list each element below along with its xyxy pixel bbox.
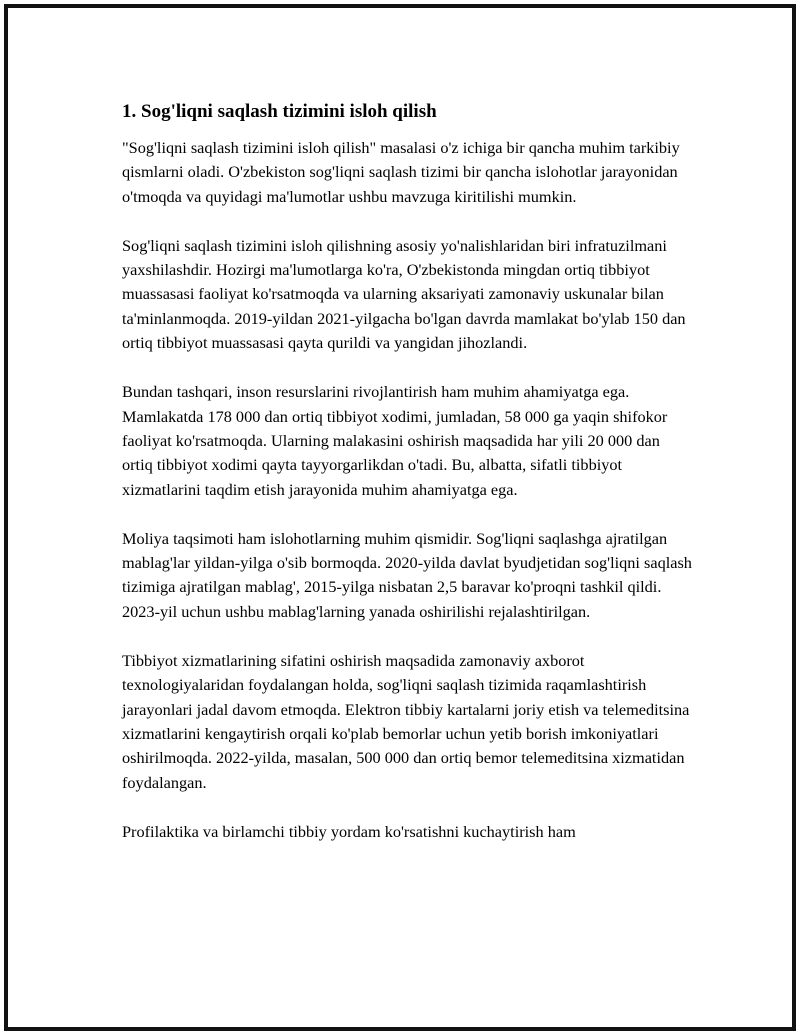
- paragraph-digitalization: Tibbiyot xizmatlarining sifatini oshirish maqsadida zamonaviy axborot texnologiyalaridan foydalangan holda, sog'liqni saqlash tizimida raqamlashtirish jarayonlari jadal davom etmoqda. Elektron tibbiy kartalarni joriy etish va telemeditsina xizmatlarini kengaytirish orqali ko'plab bemorlar uchun yetib borish imkoniyatlari oshirilmoqda. 2022-yilda, masalan, 500 000 dan ortiq bemor telemeditsina xizmatidan foydalangan.: [122, 651, 690, 792]
- paragraph-prevention: Profilaktika va birlamchi tibbiy yordam ko'rsatishni kuchaytirish ham: [122, 821, 576, 841]
- paragraph-finance: Moliya taqsimoti ham islohotlarning muhim qismidir. Sog'liqni saqlashga ajratilgan mablag'lar yildan-yilga o'sib bormoqda. 2020-yilda davlat byudjetidan sog'liqni saqlash tizimiga ajratilgan mablag', 2015-yilga nisbatan 2,5 baravar ko'proqni tashkil qildi. 2023-yil uchun ushbu mablag'larning yanada oshirilishi rejalashtirilgan.: [122, 528, 692, 621]
- paragraph-human-resources: Bundan tashqari, inson resurslarini rivojlantirish ham muhim ahamiyatga ega. Mamlakatda 178 000 dan ortiq tibbiyot xodimi, jumladan, 58 000 ga yaqin shifokor faoliyat ko'rsatmoqda. Ularning malakasini oshirish maqsadida har yili 20 000 dan ortiq tibbiyot xodimi qayta tayyorgarlikdan o'tadi. Bu, albatta, sifatli tibbiyot xizmatlarini taqdim etish jarayonida muhim ahamiyatga ega.: [122, 382, 668, 499]
- section-heading: 1. Sog'liqni saqlash tizimini isloh qilish: [122, 101, 437, 122]
- paragraph-intro: "Sog'liqni saqlash tizimini isloh qilish" masalasi o'z ichiga bir qancha muhim tarkibiy qismlarni oladi. O'zbekiston sog'liqni saqlash tizimi bir qancha islohotlar jarayonidan o'tmoqda va quyidagi ma'lumotlar ushbu mavzuga kiritilishi mumkin.: [122, 138, 680, 206]
- paragraph-infrastructure: Sog'liqni saqlash tizimini isloh qilishning asosiy yo'nalishlaridan biri infratuzilmani yaxshilashdir. Hozirgi ma'lumotlarga ko'ra, O'zbekistonda mingdan ortiq tibbiyot muassasasi faoliyat ko'rsatmoqda va ularning aksariyati zamonaviy uskunalar bilan ta'minlanmoqda. 2019-yildan 2021-yilgacha bo'lgan davrda mamlakat bo'ylab 150 dan ortiq tibbiyot muassasasi qayta qurildi va yangidan jihozlandi.: [122, 235, 686, 353]
- document-body: [122, 100, 692, 869]
- page-frame: [4, 4, 796, 1031]
